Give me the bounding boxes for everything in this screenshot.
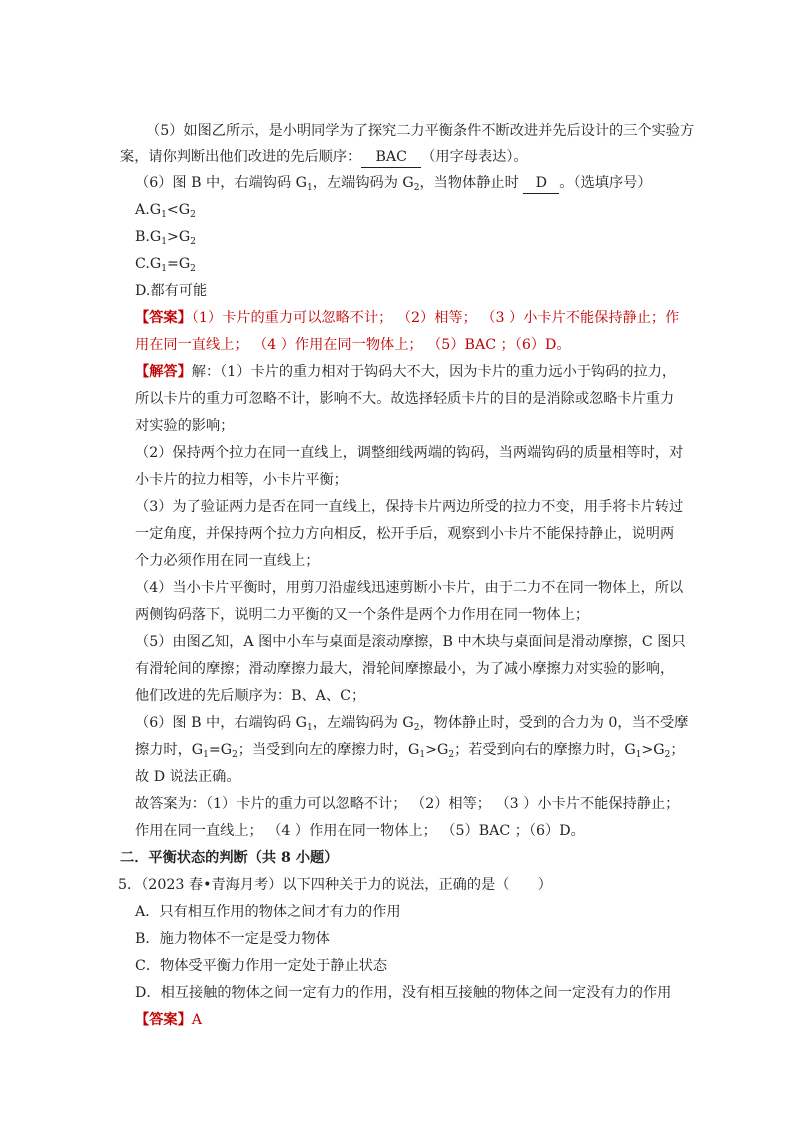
solution-line-6c: 故 D 说法正确。 (135, 769, 241, 785)
solution-line: 他们改进的先后顺序为：B、A、C； (135, 688, 366, 704)
q5-answer-value: A (191, 1012, 203, 1028)
q6-part-line (135, 173, 652, 194)
solution-line: （2）保持两个拉力在同一直线上，调整细线两端的钩码，当两端钩码的质量相等时，对 (135, 445, 684, 461)
q5-part-blank: BAC (361, 147, 421, 168)
section-title: 二．平衡状态的判断（共 8 小题） (120, 850, 339, 866)
q5-part-prefix: 案，请你判断出他们改进的先后顺序： (120, 149, 362, 165)
q5-part-line2 (120, 147, 528, 168)
q5-stem: 5．（2023 春•青海月考）以下四种关于力的说法，正确的是（ ） (118, 877, 552, 893)
q5-answer-tag: 【答案】 (135, 1012, 192, 1028)
answer-text-1: （1）卡片的重力可以忽略不计； （2）相等； （3 ）小卡片不能保持静止；作 (191, 310, 680, 326)
q5-part-line1: （5）如图乙所示，是小明同学为了探究二力平衡条件不断改进并先后设计的三个实验方 (146, 123, 695, 139)
solution-line: 所以卡片的重力可忽略不计，影响不大。故选择轻质卡片的目的是消除或忽略卡片重力 (135, 391, 675, 407)
option-d: D.都有可能 (135, 283, 208, 299)
final-answer-line-2: 作用在同一直线上； （4 ）作用在同一物体上； （5）BAC ；（6）D。 (135, 823, 585, 839)
solution-line-6a: （6）图 B 中，右端钩码 $G_1$，左端钩码为 $G_2$，物体静止时，受到的合力为 0，当不受摩 (135, 715, 689, 733)
solution-line: 一定角度，并保持两个拉力方向相反，松开手后，观察到小卡片不能保持静止，说明两 (135, 526, 675, 542)
option-b: $B.G_1>G_2$ (135, 229, 196, 247)
q5-option-c: C．物体受平衡力作用一定处于静止状态 (135, 958, 388, 974)
solution-tag: 【解答】 (135, 364, 192, 380)
answer-line-2: 用在同一直线上； （4 ）作用在同一物体上； （5）BAC ；（6）D。 (135, 337, 571, 353)
solution-line-6b: 擦力时，$G_1=G_2$；当受到向左的摩擦力时，$G_1>G_2$；若受到向右的摩擦力时，$G_1>G_2$； (135, 742, 685, 760)
q5-option-a: A．只有相互作用的物体之间才有力的作用 (135, 904, 401, 920)
answer-tag: 【答案】 (135, 310, 192, 326)
q6-text-a: （6）图 B 中，右端钩码 G (135, 175, 308, 191)
option-a: $A.G_1<G_2$ (135, 202, 196, 220)
solution-line: 对实验的影响； (135, 418, 235, 434)
q6-text-c: ，当物体静止时 (419, 175, 519, 191)
answer-line-1 (135, 308, 679, 328)
solution-line: 两侧钩码落下，说明二力平衡的又一个条件是两个力作用在同一物体上； (135, 607, 590, 623)
q6-text-d: 。（选填序号） (559, 175, 652, 191)
q5-option-b: B．施力物体不一定是受力物体 (135, 931, 330, 947)
option-c: $C.G_1=G_2$ (135, 256, 196, 274)
q5-answer (135, 1010, 202, 1030)
q6-sub-2: 2 (413, 183, 420, 193)
q6-text-b: ，左端钩码为 G (312, 175, 414, 191)
q5-option-d: D．相互接触的物体之间一定有力的作用，没有相互接触的物体之间一定没有力的作用 (135, 985, 672, 1001)
solution-line: 小卡片的拉力相等，小卡片平衡； (135, 472, 348, 488)
solution-line: （4）当小卡片平衡时，用剪刀沿虚线迅速剪断小卡片，由于二力不在同一物体上，所以 (135, 580, 684, 596)
q5-part-suffix: （用字母表达）。 (421, 149, 528, 165)
solution-line: 有滑轮间的摩擦；滑动摩擦力最大，滑轮间摩擦最小，为了减小摩擦力对实验的影响， (135, 661, 675, 677)
solution-line: 个力必须作用在同一直线上； (135, 553, 320, 569)
solution-line-1: 【解答】解：（1）卡片的重力相对于钩码大不大，因为卡片的重力远小于钩码的拉力， (135, 364, 677, 380)
final-answer-line-1: 故答案为：（1）卡片的重力可以忽略不计； （2）相等； （3 ）小卡片不能保持静止； (135, 796, 680, 812)
q6-blank: D (523, 173, 559, 194)
solution-line: （5）由图乙知，A 图中小车与桌面是滚动摩擦，B 中木块与桌面间是滑动摩擦，C 图只 (135, 634, 686, 650)
q6-sub-1: 1 (307, 183, 313, 193)
solution-line: （3）为了验证两力是否在同一直线上，保持卡片两边所受的拉力不变，用手将卡片转过 (135, 499, 684, 515)
